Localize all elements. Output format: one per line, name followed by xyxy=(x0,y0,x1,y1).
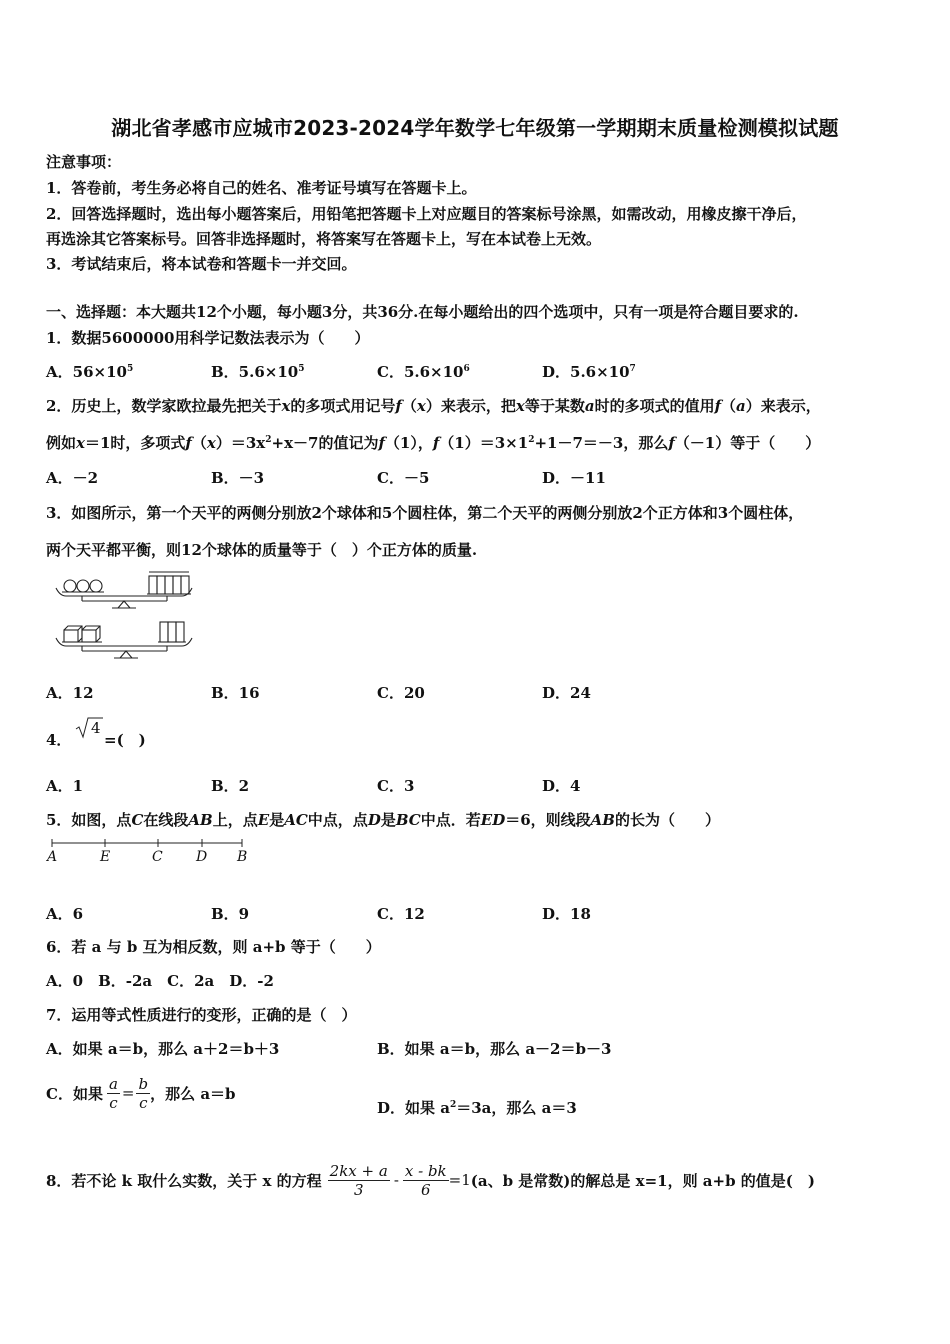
q3-option-c: C．20 xyxy=(377,684,425,702)
q5-option-a: A．6 xyxy=(46,905,84,923)
q2-option-c: C．－5 xyxy=(377,469,430,487)
q2-option-b: B．－3 xyxy=(211,469,265,487)
q8-stem: 8．若不论 k 取什么实数，关于 x 的方程 $\frac{2kx + a}{3}$ - $\frac{x - bk}{6}$ =1 (a、b 是常数)的解总是 x=1，则 a+b 的值是( ) xyxy=(46,1161,815,1199)
q7-option-a: A．如果 a＝b，那么 a＋2＝b＋3 xyxy=(46,1040,280,1058)
q1-option-b: B．$5.6\times 10^5$ xyxy=(211,363,305,381)
q2-stem-line1: 2．历史上，数学家欧拉最先把关于x的多项式用记号f（x）来表示，把x等于某数a时的多项式的值用f（a）来表示， xyxy=(46,397,821,415)
q5-option-b: B．9 xyxy=(211,905,250,923)
page-title: 湖北省孝感市应城市2023-2024学年数学七年级第一学期期末质量检测模拟试题 xyxy=(111,116,839,140)
q5-stem: 5．如图，点C在线段AB上，点E是AC中点，点D是BC中点．若ED＝6，则线段AB的长为（ ） xyxy=(46,811,721,829)
q4-option-c: C．3 xyxy=(377,777,415,795)
q1-option-c: C．$5.6\times 10^6$ xyxy=(377,363,470,381)
q4-option-b: B．2 xyxy=(211,777,250,795)
balance-scale-1 xyxy=(56,572,192,608)
point-label-e: E xyxy=(100,849,111,865)
balance-scale-2 xyxy=(56,622,192,658)
q2-option-d: D．－11 xyxy=(542,469,606,487)
q4-rest: =( ) xyxy=(104,731,146,749)
q7-option-c: C．如果 $\frac{a}{c}$ = $\frac{b}{c}$ ，那么 a＝b xyxy=(46,1074,236,1112)
fraction-2kx-a-over-3: $\frac{2kx + a}{3}$ xyxy=(329,1161,388,1199)
note-1: 1．答卷前，考生务必将自己的姓名、准考证号填写在答题卡上。 xyxy=(46,179,477,197)
fraction-b-over-c: $\frac{b}{c}$ xyxy=(138,1074,149,1112)
sphere-icon xyxy=(90,580,102,592)
sqrt-radicand: 4 xyxy=(91,719,101,737)
q3-option-a: A．12 xyxy=(46,684,94,702)
sqrt-symbol xyxy=(74,715,104,741)
q7-stem: 7．运用等式性质进行的变形，正确的是（ ） xyxy=(46,1006,357,1024)
q4-number: 4． xyxy=(46,731,72,749)
q1-option-d: D．$5.6\times 10^7$ xyxy=(542,363,636,381)
q2-option-a: A．－2 xyxy=(46,469,99,487)
q3-stem-line1: 3．如图所示，第一个天平的两侧分别放2个球体和5个圆柱体，第二个天平的两侧分别放2个正方体和3个圆柱体， xyxy=(46,504,804,522)
q1-option-a: A．$56\times 10^5$ xyxy=(46,363,134,381)
balance-scales-figure xyxy=(52,568,212,663)
point-label-a: A xyxy=(47,849,58,865)
q1-stem: 1．数据5600000用科学记数法表示为（ ） xyxy=(46,329,370,347)
fraction-x-bk-over-6: $\frac{x - bk}{6}$ xyxy=(404,1161,447,1199)
note-2a: 2．回答选择题时，选出每小题答案后，用铅笔把答题卡上对应题目的答案标号涂黑，如需改动，用橡皮擦干净后， xyxy=(46,205,807,223)
q6-options: A．0 B．-2a C．2a D．-2 xyxy=(46,972,274,990)
point-label-c: C xyxy=(152,849,163,865)
cube-group-2 xyxy=(62,626,102,642)
point-label-d: D xyxy=(196,849,208,865)
q3-stem-line2: 两个天平都平衡，则12个球体的质量等于（ ）个正方体的质量. xyxy=(46,541,478,559)
note-2b: 再选涂其它答案标号。回答非选择题时，将答案写在答题卡上，写在本试卷上无效。 xyxy=(46,230,602,248)
section-heading: 一、选择题：本大题共12个小题，每小题3分，共36分.在每小题给出的四个选项中，只有一项是符合题目要求的. xyxy=(46,303,799,321)
q3-option-b: B．16 xyxy=(211,684,260,702)
q2-stem-line2: 例如x＝1时，多项式$f(x)=3x^2+x-7$的值记为f（1），$f(1)=3\times 1^2+1-7=-3$，那么f（－1）等于（ ） xyxy=(46,434,821,452)
q4-option-a: A．1 xyxy=(46,777,84,795)
q3-option-d: D．24 xyxy=(542,684,591,702)
fraction-a-over-c: $\frac{a}{c}$ xyxy=(108,1074,118,1112)
q5-option-d: D．18 xyxy=(542,905,591,923)
q4-option-d: D．4 xyxy=(542,777,581,795)
notes-heading: 注意事项： xyxy=(46,153,122,171)
cylinder-group-5 xyxy=(147,572,191,594)
sphere-icon xyxy=(64,580,76,592)
q7-option-d: D．如果 $a^2=3a$，那么 a＝3 xyxy=(377,1099,577,1117)
q7-option-b: B．如果 a＝b，那么 a－2＝b－3 xyxy=(377,1040,612,1058)
note-3: 3．考试结束后，将本试卷和答题卡一并交回。 xyxy=(46,255,357,273)
point-label-b: B xyxy=(237,849,248,865)
sphere-icon xyxy=(77,580,89,592)
line-segment-figure xyxy=(44,836,254,866)
q5-option-c: C．12 xyxy=(377,905,425,923)
cylinder-group-3 xyxy=(158,622,186,642)
q6-stem: 6．若 a 与 b 互为相反数，则 a+b 等于（ ） xyxy=(46,938,381,956)
